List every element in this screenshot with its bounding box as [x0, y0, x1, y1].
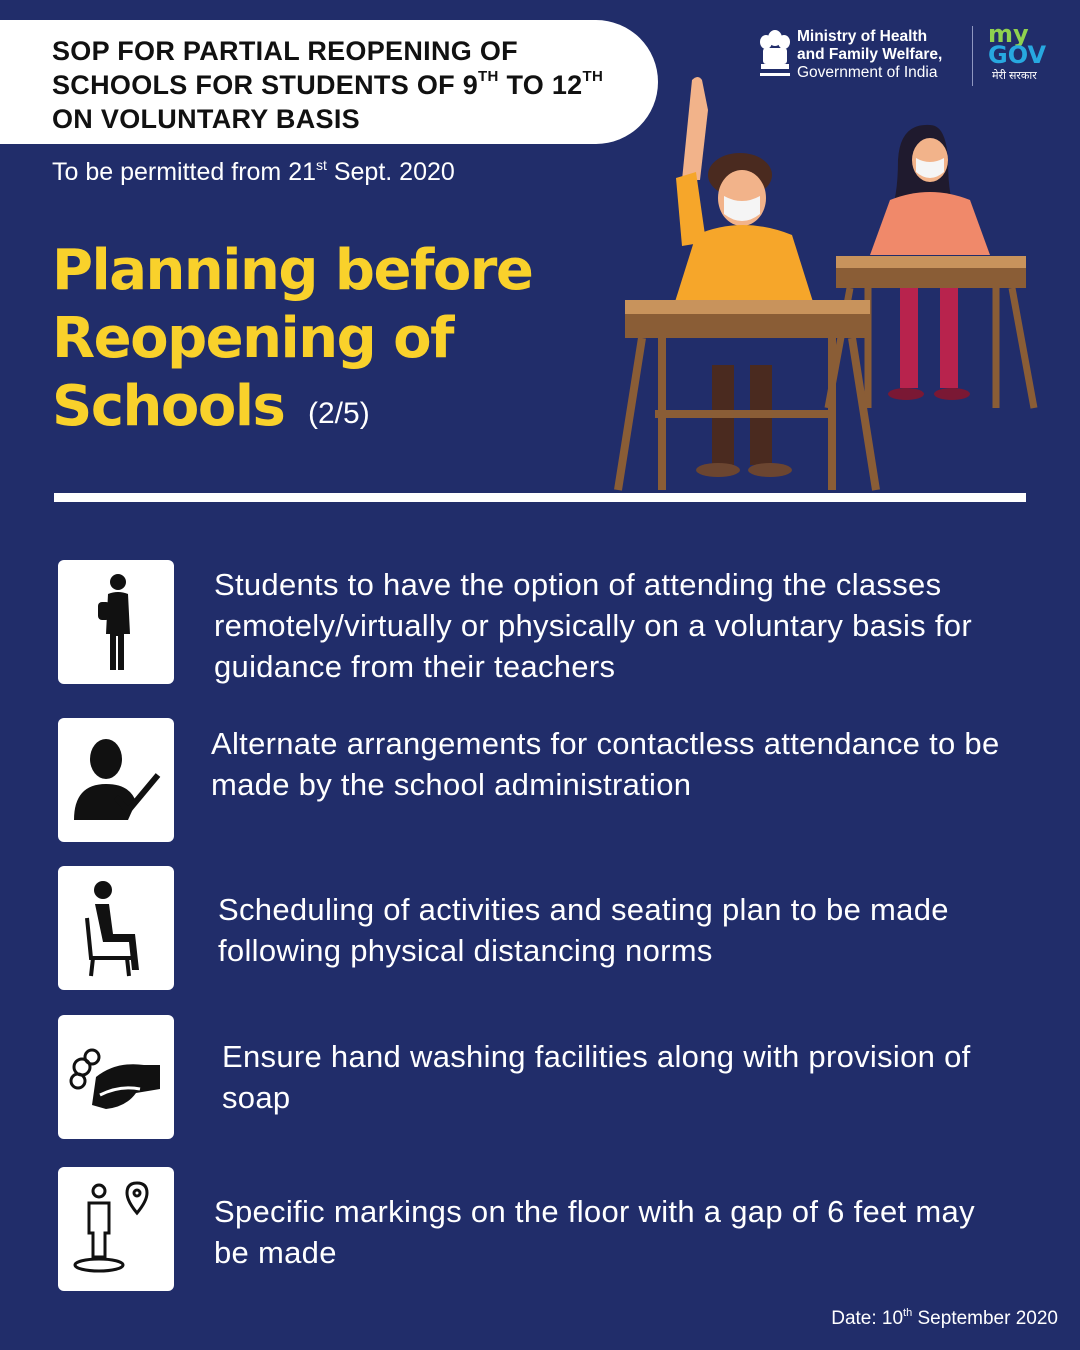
headline-line-1: Planning before — [52, 238, 533, 303]
headline-line-3: Schools — [52, 374, 285, 439]
headline-line-2: Reopening of — [52, 306, 453, 371]
seated-person-icon — [81, 878, 151, 978]
mygov-logo: my GOV — [988, 20, 1047, 69]
item-icon-box-2 — [58, 718, 174, 842]
students-desks-illustration — [600, 60, 1040, 500]
item-text-5: Specific markings on the floor with a gap of 6 feet may be made — [214, 1194, 975, 1270]
item-text-3: Scheduling of activities and seating plan to be made following physical distancing norms — [218, 892, 949, 968]
item-icon-box-3 — [58, 866, 174, 990]
title-line-3: ON VOLUNTARY BASIS — [52, 104, 360, 134]
item-text-2: Alternate arrangements for contactless attendance to be made by the school administration — [211, 726, 1000, 802]
item-icon-box-1 — [58, 560, 174, 684]
item-icon-box-5 — [58, 1167, 174, 1291]
item-text-1: Students to have the option of attending the classes remotely/virtually or physically on a voluntary basis for guidance from their teachers — [214, 567, 972, 684]
mygov-tagline: मेरी सरकार — [992, 70, 1037, 82]
item-icon-box-4 — [58, 1015, 174, 1139]
section-divider — [54, 493, 1026, 502]
hand-washing-icon — [66, 1037, 166, 1117]
student-icon — [86, 572, 146, 672]
publish-date: Date: 10th September 2020 — [831, 1307, 1058, 1329]
ministry-logo-text: Ministry of Health and Family Welfare, Government of India — [797, 28, 943, 81]
attendance-check-icon — [66, 735, 166, 825]
floor-marking-icon — [71, 1179, 161, 1279]
permitted-date: To be permitted from 21st Sept. 2020 — [52, 157, 455, 186]
page-count: (2/5) — [308, 397, 370, 430]
title-line-1: SOP FOR PARTIAL REOPENING OF — [52, 36, 518, 66]
item-text-4: Ensure hand washing facilities along with provision of soap — [222, 1039, 971, 1115]
title-line-2: SCHOOLS FOR STUDENTS OF 9TH TO 12TH — [52, 68, 604, 100]
